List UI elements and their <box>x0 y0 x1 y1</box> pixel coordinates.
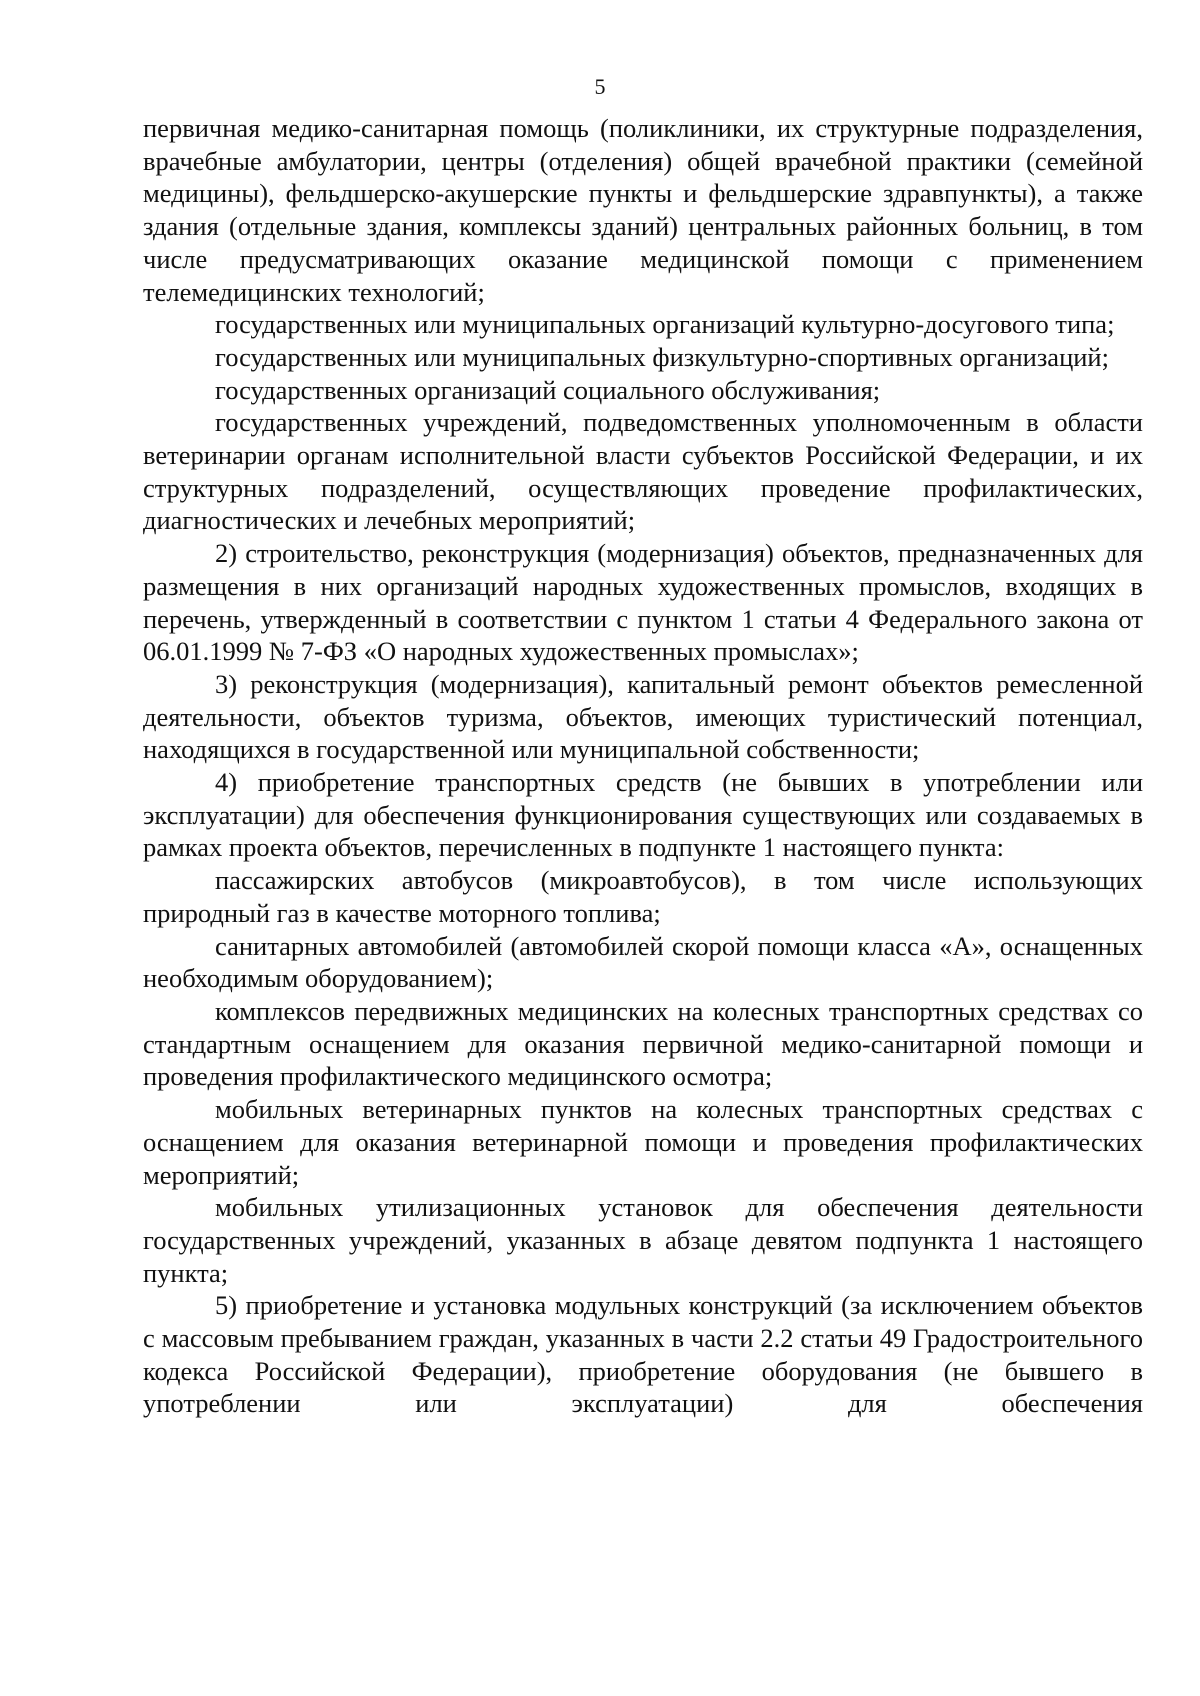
paragraph: санитарных автомобилей (автомобилей скорой помощи класса «А», оснащенных необходимым оборудованием); <box>143 930 1143 994</box>
paragraph: 5) приобретение и установка модульных конструкций (за исключением объектов с массовым пребыванием граждан, указанных в части 2.2 статьи 49 Градостроительного кодекса Российской Федерации), приобретение оборудования (не бывшего в употреблении или эксплуатации) для обеспечения <box>143 1290 1143 1419</box>
paragraph: государственных или муниципальных физкультурно-спортивных организаций; <box>215 341 1109 372</box>
paragraph: мобильных утилизационных установок для обеспечения деятельности государственных учреждений, указанных в абзаце девятом подпункта 1 настоящего пункта; <box>143 1192 1143 1288</box>
paragraph: комплексов передвижных медицинских на колесных транспортных средствах со стандартным оснащением для оказания первичной медико-санитарной помощи и проведения профилактического медицинского осмотра; <box>143 995 1143 1092</box>
page-number: 5 <box>594 74 606 99</box>
document-body <box>143 112 1143 1420</box>
paragraph: мобильных ветеринарных пунктов на колесных транспортных средствах с оснащением для оказания ветеринарной помощи и проведения профилактических мероприятий; <box>143 1094 1143 1190</box>
paragraph: 3) реконструкция (модернизация), капитальный ремонт объектов ремесленной деятельности, объектов туризма, объектов, имеющих туристический потенциал, находящихся в государственной или муниципальной собственности; <box>143 668 1143 765</box>
paragraph: государственных организаций социального обслуживания; <box>215 374 881 405</box>
paragraph: государственных или муниципальных организаций культурно-досугового типа; <box>215 309 1115 340</box>
paragraph: первичная медико-санитарная помощь (поликлиники, их структурные подразделения, врачебные амбулатории, центры (отделения) общей врачебной практики (семейной медицины), фельдшерско-акушерские пункты и фельдшерские здравпункты), а также здания (отдельные здания, комплексы зданий) центральных районных больниц, в том числе предусматривающих оказание медицинской помощи с применением телемедицинских технологий; <box>143 113 1143 307</box>
paragraph: государственных учреждений, подведомственных уполномоченным в области ветеринарии органам исполнительной власти субъектов Российской Федерации, и их структурных подразделений, осуществляющих проведение профилактических, диагностических и лечебных мероприятий; <box>143 407 1143 536</box>
paragraph: 2) строительство, реконструкция (модернизация) объектов, предназначенных для размещения в них организаций народных художественных промыслов, входящих в перечень, утвержденный в соответствии с пунктом 1 статьи 4 Федерального закона от 06.01.1999 № 7-ФЗ «О народных художественных промыслах»; <box>143 538 1143 667</box>
paragraph: 4) приобретение транспортных средств (не бывших в употреблении или эксплуатации) для обеспечения функционирования существующих или создаваемых в рамках проекта объектов, перечисленных в подпункте 1 настоящего пункта: <box>143 767 1143 863</box>
paragraph: пассажирских автобусов (микроавтобусов), в том числе использующих природный газ в качестве моторного топлива; <box>143 865 1143 928</box>
